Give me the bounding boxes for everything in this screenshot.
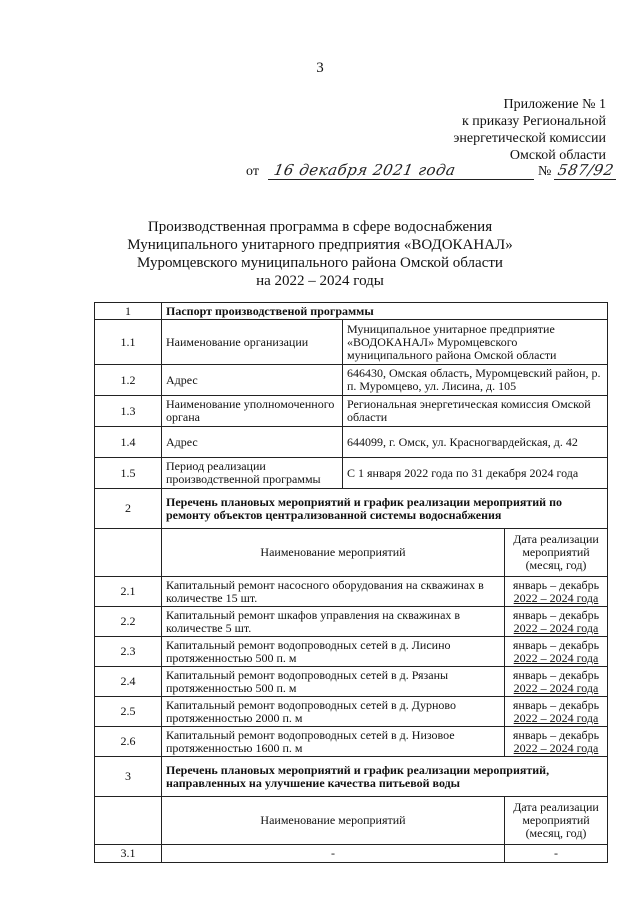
date-years: 2022 – 2024 года xyxy=(513,710,599,725)
row-number: 2.2 xyxy=(95,607,162,637)
document-title xyxy=(0,218,640,290)
empty-cell xyxy=(95,529,162,577)
row-number: 2.1 xyxy=(95,577,162,607)
row-number: 1.3 xyxy=(95,396,162,427)
table-row xyxy=(95,427,608,458)
row-label: Наименование уполномоченного органа xyxy=(162,396,343,427)
table-row xyxy=(95,727,608,757)
row-number: 2.6 xyxy=(95,727,162,757)
appendix-line: Приложение № 1 xyxy=(503,97,606,112)
table-row xyxy=(95,845,608,863)
table-row xyxy=(95,396,608,427)
row-event: Капитальный ремонт водопроводных сетей в д. Лисино протяженностью 500 п. м xyxy=(162,637,505,667)
table-row xyxy=(95,365,608,396)
date-years: 2022 – 2024 года xyxy=(513,590,599,605)
date-months: январь – декабрь xyxy=(512,637,600,652)
order-number-label: № xyxy=(538,164,552,179)
date-months: январь – декабрь xyxy=(512,607,600,622)
row-label: Адрес xyxy=(162,365,343,396)
date-years: 2022 – 2024 года xyxy=(513,620,599,635)
appendix-line: Омской области xyxy=(509,148,606,163)
order-date-underline xyxy=(268,179,534,180)
row-event: Капитальный ремонт водопроводных сетей в д. Рязаны протяженностью 500 п. м xyxy=(162,667,505,697)
row-label: Адрес xyxy=(162,427,343,458)
column-header-event: Наименование мероприятий xyxy=(162,529,505,577)
table-row xyxy=(95,637,608,667)
order-from-label: от xyxy=(246,164,259,179)
section-title: Паспорт производственой программы xyxy=(162,303,608,320)
column-header-event: Наименование мероприятий xyxy=(162,797,505,845)
row-number: 1.1 xyxy=(95,320,162,365)
row-number: 2.4 xyxy=(95,667,162,697)
row-number: 2.3 xyxy=(95,637,162,667)
row-value: Муниципальное унитарное предприятие «ВОДОКАНАЛ» Муромцевского муниципального района Омской области xyxy=(343,320,608,365)
row-date xyxy=(505,607,608,637)
row-date xyxy=(505,667,608,697)
row-number: 1.4 xyxy=(95,427,162,458)
row-date xyxy=(505,637,608,667)
title-line: Производственная программа в сфере водоснабжения xyxy=(147,219,493,235)
empty-cell xyxy=(95,797,162,845)
row-number: 1.5 xyxy=(95,458,162,489)
row-value: 646430, Омская область, Муромцевский район, р. п. Муромцево, ул. Лисина, д. 105 xyxy=(343,365,608,396)
column-header-date: Дата реализации мероприятий (месяц, год) xyxy=(505,797,608,845)
table-row xyxy=(95,458,608,489)
order-reference xyxy=(246,160,616,182)
date-months: январь – декабрь xyxy=(512,577,600,592)
row-event: Капитальный ремонт водопроводных сетей в д. Дурново протяженностью 2000 п. м xyxy=(162,697,505,727)
row-value: 644099, г. Омск, ул. Красногвардейская, д. 42 xyxy=(343,427,608,458)
row-event: Капитальный ремонт водопроводных сетей в д. Низовое протяженностью 1600 п. м xyxy=(162,727,505,757)
row-date xyxy=(505,577,608,607)
appendix-line: энергетической комиссии xyxy=(453,131,606,146)
section-number: 1 xyxy=(95,303,162,320)
date-months: январь – декабрь xyxy=(512,667,600,682)
table-row xyxy=(95,667,608,697)
row-date xyxy=(505,727,608,757)
section-1-header xyxy=(95,303,608,320)
section-number: 2 xyxy=(95,489,162,529)
row-label: Наименование организации xyxy=(162,320,343,365)
date-years: 2022 – 2024 года xyxy=(513,650,599,665)
row-label: Период реализации производственной программы xyxy=(162,458,343,489)
section-title: Перечень плановых мероприятий и график реализации мероприятий по ремонту объектов централизованной системы водоснабжения xyxy=(162,489,608,529)
row-event: Капитальный ремонт насосного оборудования на скважинах в количестве 15 шт. xyxy=(162,577,505,607)
title-line: на 2022 – 2024 годы xyxy=(256,273,384,289)
table-row xyxy=(95,577,608,607)
row-value: Региональная энергетическая комиссия Омской области xyxy=(343,396,608,427)
date-months: январь – декабрь xyxy=(512,727,600,742)
row-date: - xyxy=(505,845,608,863)
section-3-header xyxy=(95,757,608,797)
table-header-row xyxy=(95,797,608,845)
order-number-underline xyxy=(554,179,616,180)
row-event: - xyxy=(162,845,505,863)
row-number: 2.5 xyxy=(95,697,162,727)
date-years: 2022 – 2024 года xyxy=(513,680,599,695)
table-row xyxy=(95,607,608,637)
row-number: 1.2 xyxy=(95,365,162,396)
title-line: Муниципального унитарного предприятия «ВОДОКАНАЛ» xyxy=(127,237,513,253)
table-row xyxy=(95,697,608,727)
date-months: январь – декабрь xyxy=(512,697,600,712)
order-date-handwritten: 16 декабря 2021 года xyxy=(272,161,458,179)
appendix-line: к приказу Региональной xyxy=(461,114,606,129)
table-row xyxy=(95,320,608,365)
section-number: 3 xyxy=(95,757,162,797)
row-number: 3.1 xyxy=(95,845,162,863)
date-years: 2022 – 2024 года xyxy=(513,740,599,755)
row-value: С 1 января 2022 года по 31 декабря 2024 года xyxy=(343,458,608,489)
order-number-handwritten: 587/92 xyxy=(556,161,616,179)
title-line: Муромцевского муниципального района Омской области xyxy=(137,255,503,271)
appendix-block xyxy=(453,96,606,164)
row-date xyxy=(505,697,608,727)
column-header-date: Дата реализации мероприятий (месяц, год) xyxy=(505,529,608,577)
section-title: Перечень плановых мероприятий и график реализации мероприятий, направленных на улучшение качества питьевой воды xyxy=(162,757,608,797)
table-header-row xyxy=(95,529,608,577)
page-number: 3 xyxy=(316,60,324,76)
program-table xyxy=(94,302,608,863)
section-2-header xyxy=(95,489,608,529)
row-event: Капитальный ремонт шкафов управления на скважинах в количестве 5 шт. xyxy=(162,607,505,637)
